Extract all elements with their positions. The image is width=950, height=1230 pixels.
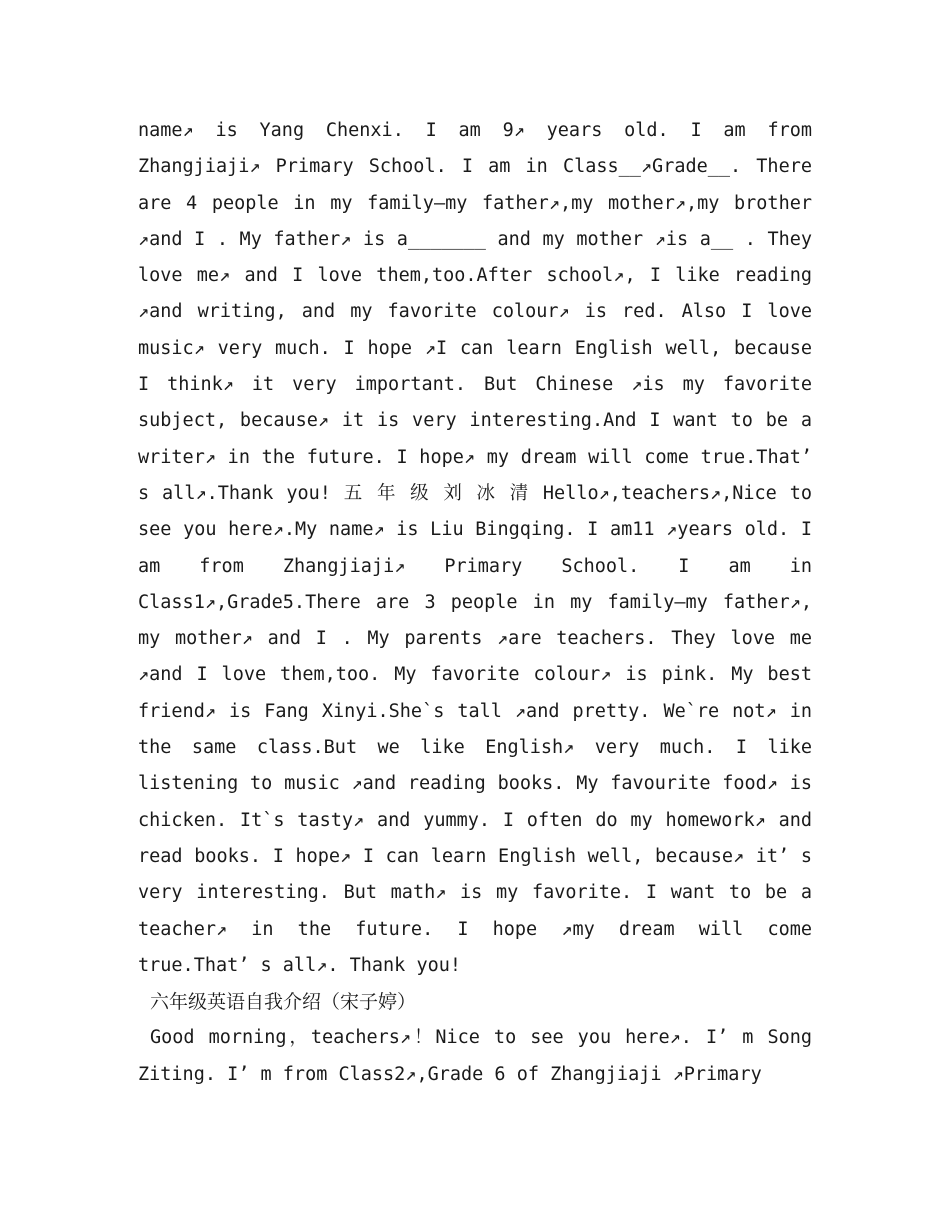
section-heading-song-ziting: 六年级英语自我介绍（宋子婷） — [150, 991, 417, 1014]
document-body — [138, 113, 812, 1093]
intro-paragraph-song-ziting: Good morning，teachers↗！Nice to see you here↗. I’ m Song Ziting. I’ m from Class2↗,Grade 6 of Zhangjiaji ↗Primary — [138, 1027, 812, 1085]
intro-paragraph-yang-liu: name↗ is Yang Chenxi. I am 9↗ years old. I am from Zhangjiaji↗ Primary School. I am in Class__↗Grade__. There are 4 people in my family—my father↗,my mother↗,my brother ↗and I . My father↗ is a_______ and my mother ↗is a__ . They love me↗ and I love them,too.After school↗, I like reading ↗and writing, and my favorite colour↗ is red. Also I love music↗ very much. I hope ↗I can learn English well, because I think↗ it very important. But Chinese ↗is my favorite subject, because↗ it is very interesting.And I want to be a writer↗ in the future. I hope↗ my dream will come true.That’ s all↗.Thank you! 五 年 级 刘 冰 清 Hello↗,teachers↗,Nice to see you here↗.My name↗ is Liu Bingqing. I am11 ↗years old. I am from Zhangjiaji↗ Primary School. I am in Class1↗,Grade5.There are 3 people in my family—my father↗, my mother↗ and I . My parents ↗are teachers. They love me ↗and I love them,too. My favorite colour↗ is pink. My best friend↗ is Fang Xinyi.She`s tall ↗and pretty. We`re not↗ in the same class.But we like English↗ very much. I like listening to music ↗and reading books. My favourite food↗ is chicken. It`s tasty↗ and yummy. I often do my homework↗ and read books. I hope↗ I can learn English well, because↗ it’ s very interesting. But math↗ is my favorite. I want to be a teacher↗ in the future. I hope ↗my dream will come true.That’ s all↗. Thank you! — [138, 120, 812, 976]
